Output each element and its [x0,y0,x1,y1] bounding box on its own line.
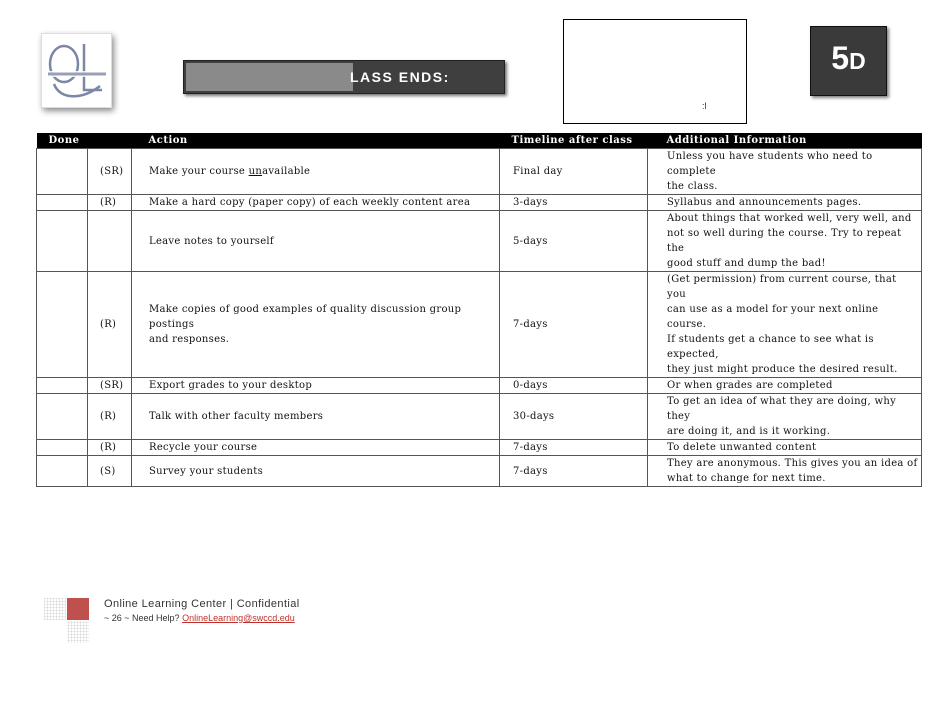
info-line: They are anonymous. This gives you an idea of [667,458,918,469]
action-cell [132,272,500,378]
info-line: good stuff and dump the bad! [667,258,826,269]
footer-grid-decoration [44,598,92,648]
done-cell[interactable] [37,149,88,195]
badge-letter: D [849,48,866,74]
code-cell: (SR) [88,378,132,394]
table-row [37,211,922,272]
code-cell: (S) [88,456,132,487]
action-cell [132,149,500,195]
col-header-info: Additional Information [648,133,922,149]
code-cell: (R) [88,440,132,456]
info-line: are doing it, and is it working. [667,426,831,437]
action-text-end: available [262,166,311,177]
info-cell [648,378,922,394]
info-line: what to change for next time. [667,473,826,484]
action-text: Make your course [149,166,249,177]
action-cell: Survey your students [132,456,500,487]
col-header-done: Done [37,133,88,149]
info-cell [648,440,922,456]
info-line: Unless you have students who need to complete [667,151,873,177]
done-cell[interactable] [37,394,88,440]
table-row [37,272,922,378]
footer-title: Online Learning Center | Confidential [104,598,300,610]
table-row [37,440,922,456]
action-cell: Talk with other faculty members [132,394,500,440]
col-header-action: Action [132,133,500,149]
section-badge [810,26,887,96]
table-header-row [37,133,922,149]
done-cell[interactable] [37,211,88,272]
timeline-cell: 3-days [500,195,648,211]
timeline-cell: 5-days [500,211,648,272]
action-cell: Leave notes to yourself [132,211,500,272]
col-header-timeline: Timeline after class [500,133,648,149]
col-header-code [88,133,132,149]
info-line: If students get a chance to see what is expected, [667,334,874,360]
info-cell [648,272,922,378]
info-cell [648,456,922,487]
action-cell: Make a hard copy (paper copy) of each weekly content area [132,195,500,211]
info-line: To delete unwanted content [667,442,817,453]
action-cell: Export grades to your desktop [132,378,500,394]
table-row [37,149,922,195]
table-row [37,378,922,394]
task-table [36,133,922,487]
info-cell [648,195,922,211]
table-row [37,394,922,440]
done-cell[interactable] [37,440,88,456]
action-cell: Recycle your course [132,440,500,456]
done-cell[interactable] [37,456,88,487]
action-line: and responses. [149,334,230,345]
done-cell[interactable] [37,195,88,211]
code-cell: (R) [88,394,132,440]
code-cell: (R) [88,195,132,211]
info-line: (Get permission) from current course, that you [667,274,897,300]
code-cell: (R) [88,272,132,378]
info-line: the class. [667,181,718,192]
timeline-cell: 7-days [500,272,648,378]
footer-help [104,613,295,623]
action-line: Make copies of good examples of quality discussion group postings [149,304,462,330]
banner-redaction [186,63,353,91]
done-cell[interactable] [37,378,88,394]
info-cell [648,394,922,440]
info-line: can use as a model for your next online course. [667,304,879,330]
info-line: Syllabus and announcements pages. [667,197,862,208]
timeline-cell: 7-days [500,440,648,456]
section-number [811,41,886,78]
info-cell [648,211,922,272]
timeline-cell: 0-days [500,378,648,394]
footer-help-text: ~ 26 ~ Need Help? [104,613,183,623]
banner-title: LASS ENDS: [350,69,450,85]
olc-logo [41,33,112,108]
info-line: Or when grades are completed [667,380,833,391]
info-line: not so well during the course. Try to repeat the [667,228,902,254]
info-line: they just might produce the desired result. [667,364,898,375]
table-row [37,456,922,487]
info-line: About things that worked well, very well, and [667,213,912,224]
info-cell [648,149,922,195]
notes-box [563,19,747,124]
done-cell[interactable] [37,272,88,378]
timeline-cell: 7-days [500,456,648,487]
info-line: To get an idea of what they are doing, why they [667,396,897,422]
action-underlined: un [248,166,263,177]
code-cell [88,211,132,272]
class-ends-banner [183,60,505,94]
help-email-link[interactable]: OnlineLearning@swccd.edu [182,613,295,623]
notes-box-mark: :l [702,101,707,111]
badge-number: 5 [831,40,850,76]
timeline-cell: Final day [500,149,648,195]
table-row [37,195,922,211]
code-cell: (SR) [88,149,132,195]
timeline-cell: 30-days [500,394,648,440]
